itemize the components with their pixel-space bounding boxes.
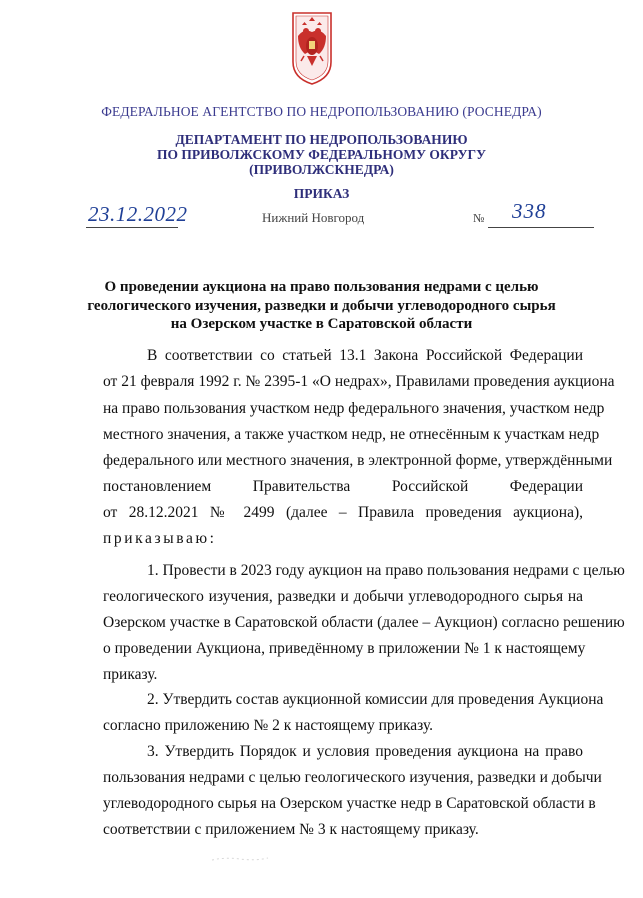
order-title-line-3: на Озерском участке в Саратовской области bbox=[170, 316, 473, 332]
order-title-line-2: геологического изучения, разведки и добычи углеводородного сырья bbox=[87, 298, 556, 314]
faint-scan-mark bbox=[210, 855, 270, 863]
number-sign: № bbox=[473, 211, 485, 225]
handwritten-order-number: 338 bbox=[512, 199, 547, 223]
item-3-line-3: углеводородного сырья на Озерском участке недр в Саратовской области в bbox=[103, 795, 596, 812]
item-3-line-1: 3. Утвердить Порядок и условия проведения аукциона на право bbox=[147, 743, 583, 760]
number-underline bbox=[488, 227, 594, 228]
preamble-line-8: приказываю: bbox=[103, 530, 217, 547]
item-1-line-1: 1. Провести в 2023 году аукцион на право пользования недрами с целью bbox=[147, 562, 625, 579]
department-name-line-1: ДЕПАРТАМЕНТ ПО НЕДРОПОЛЬЗОВАНИЮ bbox=[175, 132, 468, 147]
item-2-line-2: согласно приложению № 2 к настоящему приказу. bbox=[103, 717, 434, 734]
department-name-line-3: (ПРИВОЛЖСКНЕДРА) bbox=[249, 162, 394, 177]
city-name: Нижний Новгород bbox=[262, 210, 365, 225]
preamble-line-5: федерального или местного значения, в электронной форме, утверждёнными bbox=[103, 452, 613, 469]
item-1-line-5: приказу. bbox=[103, 666, 158, 683]
date-underline bbox=[86, 227, 178, 228]
item-1-line-2: геологического изучения, разведки и добычи углеводородного сырья на bbox=[103, 588, 583, 605]
preamble-line-7: от 28.12.2021 № 2499 (далее – Правила проведения аукциона), bbox=[103, 504, 583, 521]
preamble-line-2: от 21 февраля 1992 г. № 2395-1 «О недрах», Правилами проведения аукциона bbox=[103, 373, 615, 390]
agency-name: ФЕДЕРАЛЬНОЕ АГЕНТСТВО ПО НЕДРОПОЛЬЗОВАНИЮ (РОСНЕДРА) bbox=[101, 104, 542, 119]
preamble-line-3: на право пользования участком недр федерального значения, участком недр bbox=[103, 400, 605, 417]
item-3-line-4: соответствии с приложением № 3 к настоящему приказу. bbox=[103, 821, 479, 838]
item-1-line-3: Озерском участке в Саратовской области (далее – Аукцион) согласно решению bbox=[103, 614, 625, 631]
preamble-line-1: В соответствии со статьей 13.1 Закона Российской Федерации bbox=[147, 347, 583, 364]
document-type: ПРИКАЗ bbox=[293, 186, 350, 201]
item-1-line-4: о проведении Аукциона, приведённому в приложении № 1 к настоящему bbox=[103, 640, 586, 657]
preamble-line-4: местного значения, а также участком недр, не отнесённым к участкам недр bbox=[103, 426, 600, 443]
order-title-line-1: О проведении аукциона на право пользования недрами с целью bbox=[104, 279, 539, 295]
preamble-line-6: постановлением Правительства Российской Федерации bbox=[103, 478, 583, 495]
item-3-line-2: пользования недрами с целью геологического изучения, разведки и добычи bbox=[103, 769, 602, 786]
item-2-line-1: 2. Утвердить состав аукционной комиссии для проведения Аукциона bbox=[147, 691, 604, 708]
coat-of-arms-emblem bbox=[289, 10, 335, 86]
department-name-line-2: ПО ПРИВОЛЖСКОМУ ФЕДЕРАЛЬНОМУ ОКРУГУ bbox=[156, 147, 487, 162]
handwritten-date: 23.12.2022 bbox=[88, 202, 188, 226]
